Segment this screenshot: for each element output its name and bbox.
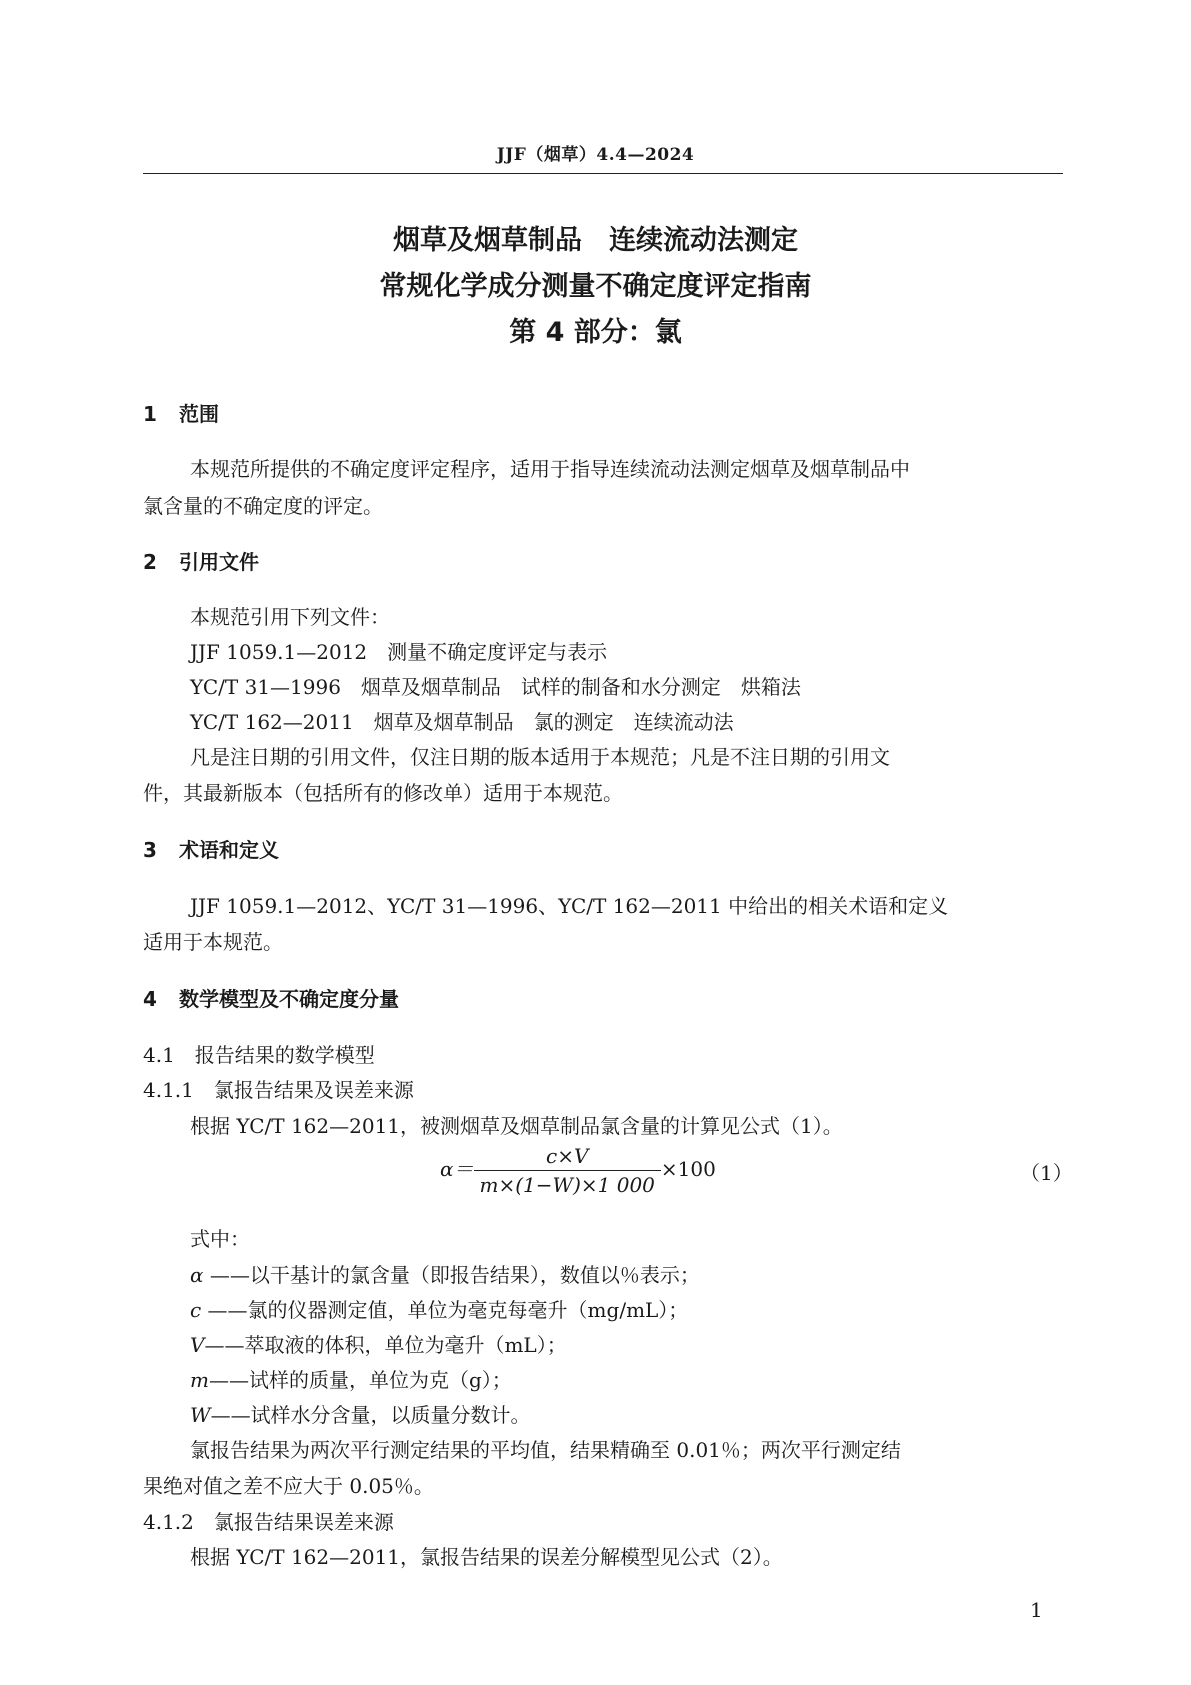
- paragraph: 适用于本规范。: [143, 930, 283, 954]
- variable-description: ——试样的质量，单位为克（g）；: [208, 1368, 512, 1392]
- paragraph: 件，其最新版本（包括所有的修改单）适用于本规范。: [143, 781, 623, 805]
- formula-lhs: α＝: [440, 1157, 474, 1181]
- section-title: 数学模型及不确定度分量: [179, 987, 399, 1011]
- equation-number: （1）: [1020, 1161, 1073, 1185]
- variable-definition: [190, 1364, 512, 1393]
- fraction-denominator: m×(1−W)×1 000: [479, 1173, 655, 1197]
- section-number: 3: [143, 838, 157, 862]
- section-1-heading: [143, 398, 219, 427]
- reference-item: YC/T 31—1996 烟草及烟草制品 试样的制备和水分测定 烘箱法: [190, 675, 801, 699]
- doc-title-line3: 第 4 部分：氯: [509, 317, 682, 348]
- paragraph: 本规范引用下列文件：: [190, 605, 390, 629]
- variable-description: ——试样水分含量，以质量分数计。: [210, 1403, 531, 1427]
- variable-description: ——萃取液的体积，单位为毫升（mL）；: [204, 1333, 567, 1357]
- section-4-heading: [143, 983, 399, 1012]
- paragraph: 根据 YC/T 162—2011，氯报告结果的误差分解模型见公式（2）。: [190, 1545, 783, 1569]
- doc-title-line1: 烟草及烟草制品 连续流动法测定: [393, 225, 798, 256]
- paragraph: JJF 1059.1—2012、YC/T 31—1996、YC/T 162—2011 中给出的相关术语和定义: [190, 894, 949, 918]
- variable-symbol: V: [190, 1333, 205, 1357]
- paragraph: 氯报告结果为两次平行测定结果的平均值，结果精确至 0.01％；两次平行测定结: [190, 1438, 901, 1462]
- fraction: [474, 1142, 661, 1199]
- reference-item: JJF 1059.1—2012 测量不确定度评定与表示: [190, 640, 608, 664]
- reference-item: YC/T 162—2011 烟草及烟草制品 氯的测定 连续流动法: [190, 710, 734, 734]
- paragraph: 凡是注日期的引用文件，仅注日期的版本适用于本规范；凡是不注日期的引用文: [190, 745, 890, 769]
- variable-description: ——以干基计的氯含量（即报告结果），数值以％表示；: [203, 1263, 700, 1287]
- section-title: 术语和定义: [179, 838, 279, 862]
- variable-definition: [190, 1259, 700, 1288]
- page-header: JJF（烟草）4.4—2024: [496, 145, 695, 165]
- doc-title-line2: 常规化学成分测量不确定度评定指南: [379, 271, 812, 302]
- variable-definition: [190, 1294, 688, 1323]
- fraction-numerator: c×V: [474, 1142, 661, 1171]
- paragraph: 根据 YC/T 162—2011，被测烟草及烟草制品氯含量的计算见公式（1）。: [190, 1114, 843, 1138]
- subsection-heading: 4.1 报告结果的数学模型: [143, 1043, 375, 1067]
- variable-symbol: α: [190, 1263, 204, 1287]
- formula-tail: ×100: [660, 1157, 716, 1181]
- section-3-heading: [143, 834, 279, 863]
- variable-symbol: c: [190, 1298, 202, 1322]
- page-number: 1: [1030, 1598, 1043, 1622]
- formula-1: [440, 1142, 716, 1199]
- variable-definition: [190, 1399, 531, 1428]
- paragraph: 本规范所提供的不确定度评定程序，适用于指导连续流动法测定烟草及烟草制品中: [190, 457, 910, 481]
- where-label: 式中：: [190, 1227, 250, 1251]
- section-2-heading: [143, 546, 259, 575]
- section-title: 引用文件: [179, 550, 259, 574]
- subsection-heading: 4.1.1 氯报告结果及误差来源: [143, 1078, 414, 1102]
- variable-definition: [190, 1329, 567, 1358]
- subsection-heading: 4.1.2 氯报告结果误差来源: [143, 1510, 394, 1534]
- paragraph: 果绝对值之差不应大于 0.05％。: [143, 1474, 434, 1498]
- section-number: 4: [143, 987, 157, 1011]
- variable-description: ——氯的仪器测定值，单位为毫克每毫升（mg/mL）；: [201, 1298, 689, 1322]
- section-number: 2: [143, 550, 157, 574]
- variable-symbol: m: [190, 1368, 209, 1392]
- paragraph: 氯含量的不确定度的评定。: [143, 494, 383, 518]
- section-title: 范围: [179, 402, 219, 426]
- variable-symbol: W: [190, 1403, 211, 1427]
- section-number: 1: [143, 402, 157, 426]
- header-rule: [143, 173, 1063, 174]
